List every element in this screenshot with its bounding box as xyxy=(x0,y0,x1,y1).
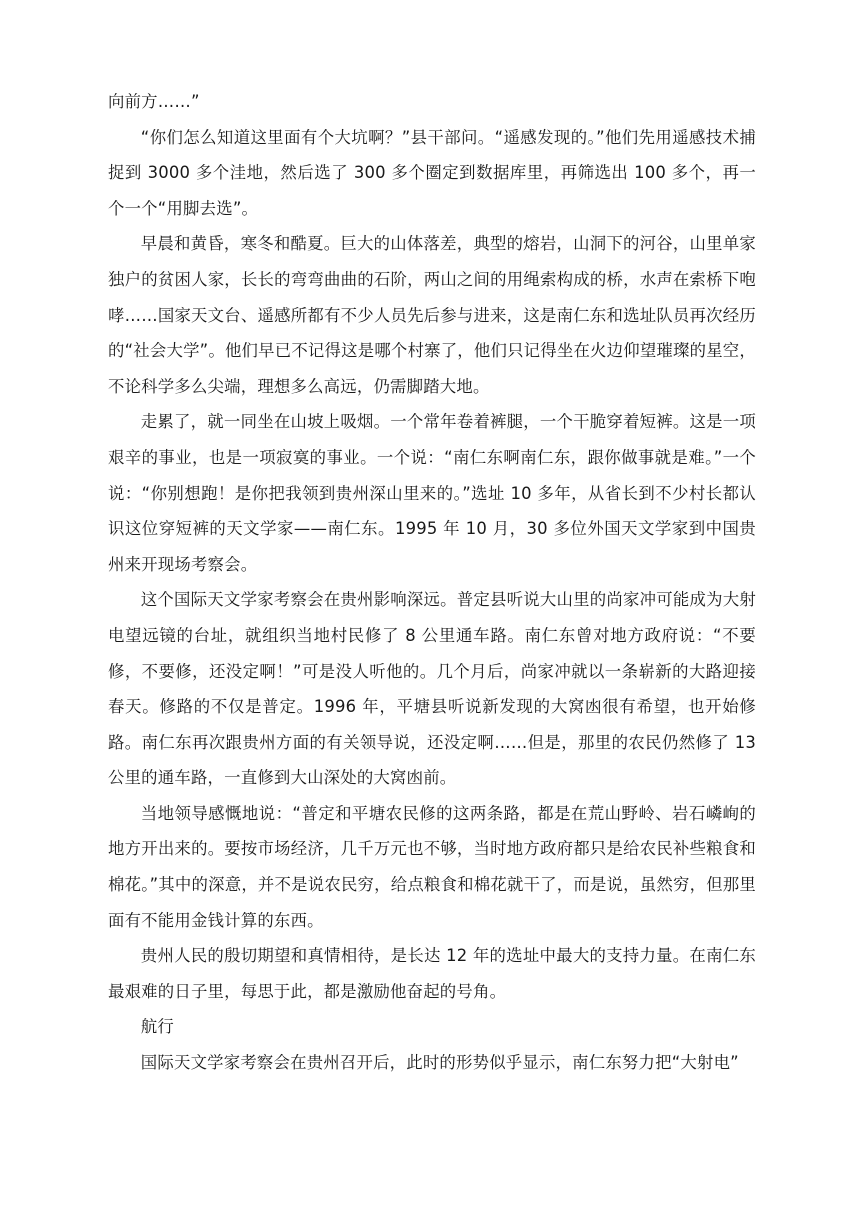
paragraph: 早晨和黄昏，寒冬和酷夏。巨大的山体落差，典型的熔岩，山洞下的河谷，山里单家独户的贫困人家，长长的弯弯曲曲的石阶，两山之间的用绳索构成的桥，水声在索桥下咆哮……国家天文台、遥感所都有不少人员先后参与进来，这是南仁东和选址队员再次经历的“社会大学”。他们早已不记得这是哪个村寨了，他们只记得坐在火边仰望璀璨的星空，不论科学多么尖端，理想多么高远，仍需脚踏大地。 xyxy=(108,234,756,396)
paragraph: 这个国际天文学家考察会在贵州影响深远。普定县听说大山里的尚家冲可能成为大射电望远镜的台址，就组织当地村民修了 8 公里通车路。南仁东曾对地方政府说：“不要修，不要修，还没定啊！”可是没人听他的。几个月后，尚家冲就以一条崭新的大路迎接春天。修路的不仅是普定。1996 年，平塘县听说新发现的大窝凼很有希望，也开始修路。南仁东再次跟贵州方面的有关领导说，还没定啊……但是，那里的农民仍然修了 13 公里的通车路，一直修到大山深处的大窝凼前。 xyxy=(108,590,756,788)
paragraph: 走累了，就一同坐在山坡上吸烟。一个常年卷着裤腿，一个干脆穿着短裤。这是一项艰辛的事业，也是一项寂寞的事业。一个说：“南仁东啊南仁东，跟你做事就是难。”一个说：“你别想跑！是你把我领到贵州深山里来的。”选址 10 多年，从省长到不少村长都认识这位穿短裤的天文学家——南仁东。1995 年 10 月，30 多位外国天文学家到中国贵州来开现场考察会。 xyxy=(108,412,756,574)
paragraph: 国际天文学家考察会在贵州召开后，此时的形势似乎显示，南仁东努力把“大射电” xyxy=(140,1053,739,1073)
section-heading: 航行 xyxy=(140,1017,174,1037)
paragraph: 当地领导感慨地说：“普定和平塘农民修的这两条路，都是在荒山野岭、岩石嶙峋的地方开出来的。要按市场经济，几千万元也不够，当时地方政府都只是给农民补些粮食和棉花。”其中的深意，并不是说农民穷，给点粮食和棉花就干了，而是说，虽然穷，但那里面有不能用金钱计算的东西。 xyxy=(108,803,756,930)
paragraph: 向前方……” xyxy=(108,92,200,111)
paragraph: “你们怎么知道这里面有个大坑啊？”县干部问。“遥感发现的。”他们先用遥感技术捕捉到 3000 多个洼地，然后选了 300 多个圈定到数据库里，再筛选出 100 多个，再一个一个“用脚去选”。 xyxy=(108,127,756,218)
article-body xyxy=(108,84,756,1081)
paragraph: 贵州人民的殷切期望和真情相待，是长达 12 年的选址中最大的支持力量。在南仁东最艰难的日子里，每思于此，都是激励他奋起的号角。 xyxy=(108,946,756,1001)
